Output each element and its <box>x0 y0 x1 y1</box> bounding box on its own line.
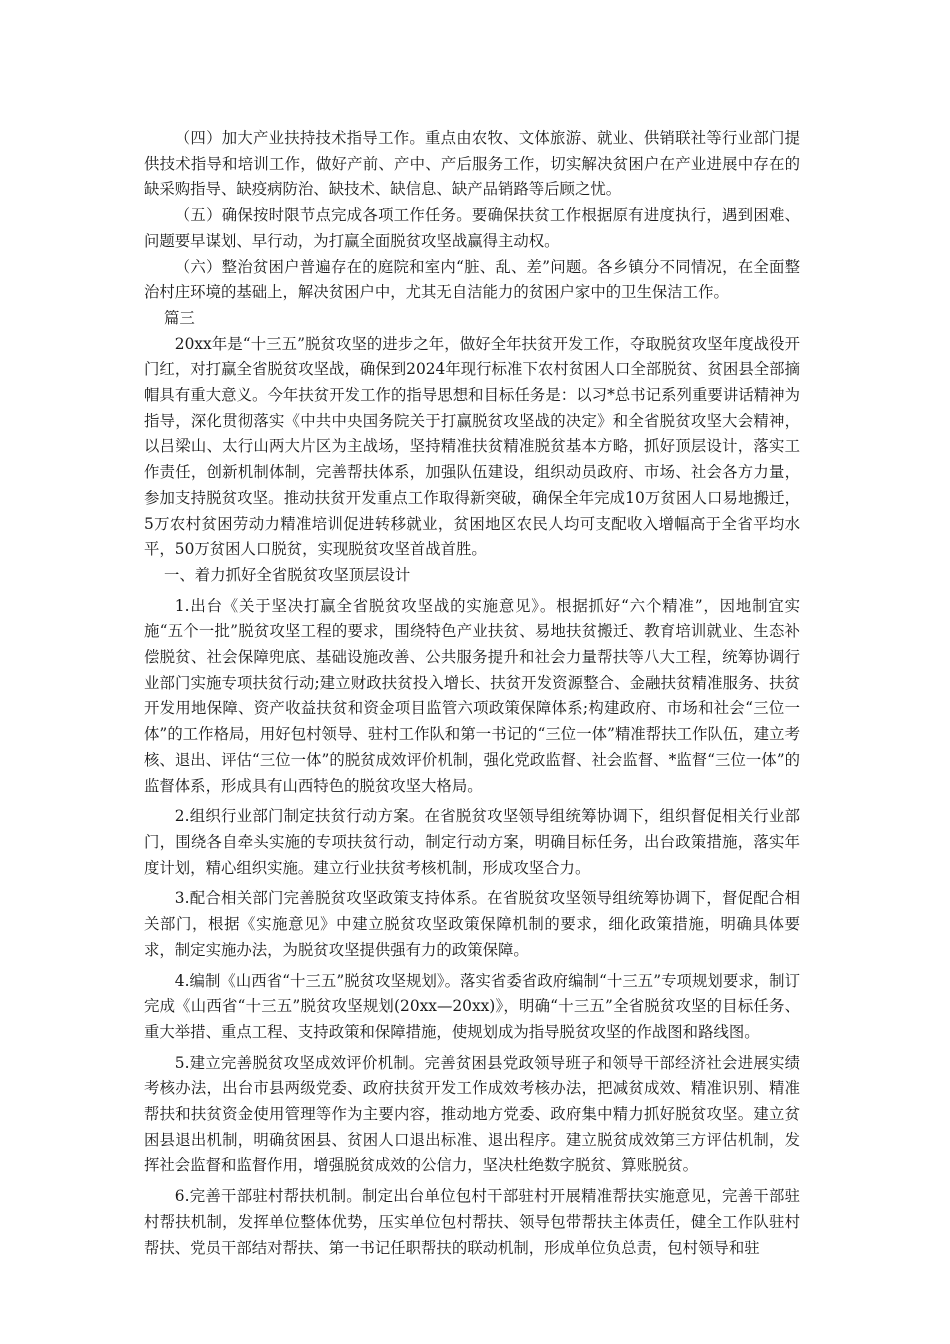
paragraph-item-6: （六）整治贫困户普遍存在的庭院和室内“脏、乱、差”问题。各乡镇分不同情况，在全面整治村庄环境的基础上，解决贫困户中，尤其无自洁能力的贫困户家中的卫生保洁工作。 <box>144 257 800 302</box>
list-item-5: 5.建立完善脱贫攻坚成效评价机制。完善贫困县党政领导班子和领导干部经济社会进展实绩考核办法，出台市县两级党委、政府扶贫开发工作成效考核办法，把减贫成效、精准识别、精准帮扶和扶贫资金使用管理等作为主要内容，推动地方党委、政府集中精力抓好脱贫攻坚。建立贫困县退出机制，明确贫困县、贫困人口退出标准、退出程序。建立脱贫成效第三方评估机制，发挥社会监督和监督作用，增强脱贫成效的公信力，坚决杜绝数字脱贫、算账脱贫。 <box>144 1053 800 1175</box>
list-item-4: 4.编制《山西省“十三五”脱贫攻坚规划》。落实省委省政府编制“十三五”专项规划要求，制订完成《山西省“十三五”脱贫攻坚规划(20xx—20xx)》，明确“十三五”全省脱贫攻坚的目标任务、重大举措、重点工程、支持政策和保障措施，使规划成为指导脱贫攻坚的作战图和路线图。 <box>144 971 800 1041</box>
intro-paragraph: 20xx年是“十三五”脱贫攻坚的进步之年，做好全年扶贫开发工作，夺取脱贫攻坚年度战役开门红，对打赢全省脱贫攻坚战，确保到2024年现行标准下农村贫困人口全部脱贫、贫困县全部摘帽具有重大意义。今年扶贫开发工作的指导思想和目标任务是：以习*总书记系列重要讲话精神为指导，深化贯彻落实《中共中央国务院关于打赢脱贫攻坚战的决定》和全省脱贫攻坚大会精神，以吕梁山、太行山两大片区为主战场，坚持精准扶贫精准脱贫基本方略，抓好顶层设计，落实工作责任，创新机制体制，完善帮扶体系，加强队伍建设，组织动员政府、市场、社会各方力量，参加支持脱贫攻坚。推动扶贫开发重点工作取得新突破，确保全年完成10万贫困人口易地搬迁，5万农村贫困劳动力精准培训促进转移就业，贫困地区农民人均可支配收入增幅高于全省平均水平，50万贫困人口脱贫，实现脱贫攻坚首战首胜。 <box>144 334 800 559</box>
paragraph-item-5: （五）确保按时限节点完成各项工作任务。要确保扶贫工作根据原有进度执行，遇到困难、问题要早谋划、早行动，为打赢全面脱贫攻坚战赢得主动权。 <box>144 206 800 250</box>
section-label: 篇三 <box>164 308 195 327</box>
list-item-3: 3.配合相关部门完善脱贫攻坚政策支持体系。在省脱贫攻坚领导组统筹协调下，督促配合相关部门，根据《实施意见》中建立脱贫攻坚政策保障机制的要求，细化政策措施，明确具体要求，制定实施办法，为脱贫攻坚提供强有力的政策保障。 <box>144 889 800 959</box>
list-item-6: 6.完善干部驻村帮扶机制。制定出台单位包村干部驻村开展精准帮扶实施意见，完善干部驻村帮扶机制，发挥单位整体优势，压实单位包村帮扶、领导包带帮扶主体责任，健全工作队驻村帮扶、党员干部结对帮扶、第一书记任职帮扶的联动机制，形成单位负总责，包村领导和驻 <box>144 1187 800 1257</box>
list-item-1: 1.出台《关于坚决打赢全省脱贫攻坚战的实施意见》。根据抓好“六个精准”，因地制宜实施“五个一批”脱贫攻坚工程的要求，围绕特色产业扶贫、易地扶贫搬迁、教育培训就业、生态补偿脱贫、社会保障兜底、基础设施改善、公共服务提升和社会力量帮扶等八大工程，统筹协调行业部门实施专项扶贫行动;建立财政扶贫投入增长、扶贫开发资源整合、金融扶贫精准服务、扶贫开发用地保障、资产收益扶贫和资金项目监管六项政策保障体系;构建政府、市场和社会“三位一体”的工作格局，用好包村领导、驻村工作队和第一书记的“三位一体”精准帮扶工作队伍，建立考核、退出、评估“三位一体”的脱贫成效评价机制，强化党政监督、社会监督、*监督“三位一体”的监督体系，形成具有山西特色的脱贫攻坚大格局。 <box>144 596 800 795</box>
paragraph-item-4: （四）加大产业扶持技术指导工作。重点由农牧、文体旅游、就业、供销联社等行业部门提供技术指导和培训工作，做好产前、产中、产后服务工作，切实解决贫困户在产业进展中存在的缺采购指导、缺疫病防治、缺技术、缺信息、缺产品销路等后顾之忧。 <box>144 129 800 199</box>
list-item-2: 2.组织行业部门制定扶贫行动方案。在省脱贫攻坚领导组统筹协调下，组织督促相关行业部门，围绕各自牵头实施的专项扶贫行动，制定行动方案，明确目标任务，出台政策措施，落实年度计划，精心组织实施。建立行业扶贫考核机制，形成攻坚合力。 <box>144 807 800 877</box>
section-heading: 一、着力抓好全省脱贫攻坚顶层设计 <box>164 565 411 584</box>
document-page <box>144 126 800 1261</box>
